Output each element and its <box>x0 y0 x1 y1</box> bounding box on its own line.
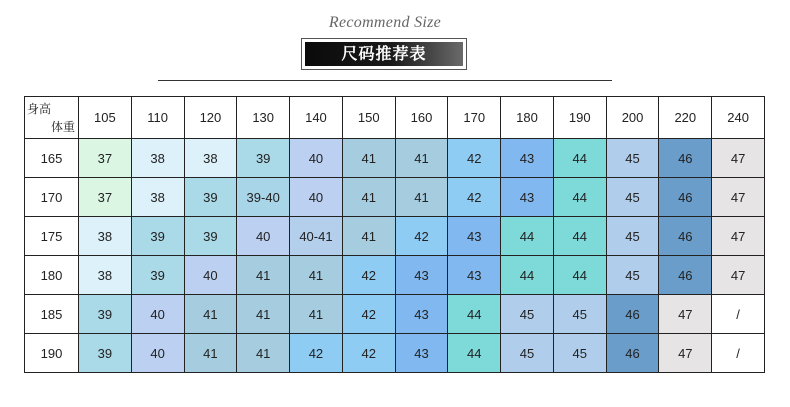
height-column-header: 160 <box>395 97 448 139</box>
size-cell: 47 <box>712 256 765 295</box>
size-cell: 41 <box>184 295 237 334</box>
size-cell: 46 <box>606 334 659 373</box>
height-column-header: 150 <box>342 97 395 139</box>
size-cell: 40 <box>237 217 290 256</box>
recommend-size-subtitle: Recommend Size <box>328 14 442 31</box>
size-cell: 41 <box>290 295 343 334</box>
size-cell: 42 <box>448 178 501 217</box>
size-cell: 39 <box>131 256 184 295</box>
size-cell: 41 <box>290 256 343 295</box>
size-cell: 43 <box>448 256 501 295</box>
size-cell: 39 <box>79 295 132 334</box>
size-cell: 45 <box>606 178 659 217</box>
size-cell: 45 <box>553 295 606 334</box>
size-cell: 41 <box>395 139 448 178</box>
table-row <box>25 295 765 334</box>
size-cell: 43 <box>501 178 554 217</box>
size-cell: 45 <box>501 295 554 334</box>
size-cell: 44 <box>448 334 501 373</box>
size-table-body <box>25 139 765 373</box>
size-cell: 42 <box>342 334 395 373</box>
weight-row-header: 175 <box>25 217 79 256</box>
size-cell: 44 <box>448 295 501 334</box>
size-cell: 40 <box>290 139 343 178</box>
size-cell: 46 <box>659 139 712 178</box>
size-cell: 39 <box>184 178 237 217</box>
table-row <box>25 334 765 373</box>
height-column-header: 200 <box>606 97 659 139</box>
size-cell: 38 <box>79 256 132 295</box>
size-cell: 38 <box>131 178 184 217</box>
size-cell: 45 <box>606 139 659 178</box>
size-cell: 43 <box>395 256 448 295</box>
weight-axis-label: 体重 <box>50 120 75 134</box>
size-cell: 42 <box>448 139 501 178</box>
size-cell: 40 <box>131 334 184 373</box>
height-column-header: 240 <box>712 97 765 139</box>
size-cell: 44 <box>553 256 606 295</box>
size-recommendation-table <box>24 96 765 373</box>
height-column-header: 120 <box>184 97 237 139</box>
size-cell: 47 <box>712 139 765 178</box>
size-cell: 38 <box>184 139 237 178</box>
size-cell: 47 <box>659 334 712 373</box>
size-cell: 47 <box>712 178 765 217</box>
size-cell: 39 <box>79 334 132 373</box>
size-cell: 41 <box>237 295 290 334</box>
size-cell: 41 <box>237 334 290 373</box>
size-cell: 47 <box>659 295 712 334</box>
weight-row-header: 185 <box>25 295 79 334</box>
size-cell: 43 <box>448 217 501 256</box>
size-cell: 43 <box>395 295 448 334</box>
size-cell: 47 <box>712 217 765 256</box>
size-cell: 37 <box>79 139 132 178</box>
height-column-header: 110 <box>131 97 184 139</box>
table-row <box>25 217 765 256</box>
title-banner <box>301 38 467 70</box>
height-column-header: 220 <box>659 97 712 139</box>
size-cell: 42 <box>342 295 395 334</box>
size-cell: 44 <box>501 256 554 295</box>
height-column-header: 170 <box>448 97 501 139</box>
size-cell: 40 <box>131 295 184 334</box>
size-cell: 44 <box>553 178 606 217</box>
table-row <box>25 256 765 295</box>
size-cell: 40 <box>290 178 343 217</box>
size-cell: 46 <box>606 295 659 334</box>
table-row <box>25 178 765 217</box>
size-cell: 38 <box>79 217 132 256</box>
size-cell: 45 <box>606 256 659 295</box>
size-cell: 41 <box>342 178 395 217</box>
size-cell: 39-40 <box>237 178 290 217</box>
size-cell: 37 <box>79 178 132 217</box>
size-cell: 40 <box>184 256 237 295</box>
size-cell: 43 <box>395 334 448 373</box>
size-cell: 46 <box>659 256 712 295</box>
size-cell: 44 <box>501 217 554 256</box>
weight-row-header: 190 <box>25 334 79 373</box>
size-cell: 44 <box>553 217 606 256</box>
weight-row-header: 170 <box>25 178 79 217</box>
weight-row-header: 165 <box>25 139 79 178</box>
size-cell: 41 <box>184 334 237 373</box>
height-header-row <box>25 97 765 139</box>
size-cell: 42 <box>290 334 343 373</box>
size-cell: 41 <box>342 139 395 178</box>
corner-header-cell <box>25 97 79 139</box>
size-cell: 39 <box>184 217 237 256</box>
size-cell: 42 <box>395 217 448 256</box>
height-axis-label: 身高 <box>27 102 52 116</box>
size-cell: 45 <box>501 334 554 373</box>
size-cell: 45 <box>553 334 606 373</box>
size-cell: / <box>712 295 765 334</box>
size-cell: 40-41 <box>290 217 343 256</box>
size-cell: 39 <box>237 139 290 178</box>
size-chart-title: 尺码推荐表 <box>305 42 463 66</box>
height-column-header: 130 <box>237 97 290 139</box>
size-cell: 42 <box>342 256 395 295</box>
size-cell: 46 <box>659 178 712 217</box>
size-cell: 43 <box>501 139 554 178</box>
divider-line <box>158 80 612 81</box>
size-cell: / <box>712 334 765 373</box>
weight-row-header: 180 <box>25 256 79 295</box>
height-column-header: 190 <box>553 97 606 139</box>
table-row <box>25 139 765 178</box>
height-column-header: 140 <box>290 97 343 139</box>
size-cell: 45 <box>606 217 659 256</box>
size-cell: 41 <box>395 178 448 217</box>
height-column-header: 180 <box>501 97 554 139</box>
size-cell: 44 <box>553 139 606 178</box>
size-cell: 41 <box>237 256 290 295</box>
height-column-header: 105 <box>79 97 132 139</box>
size-cell: 39 <box>131 217 184 256</box>
size-cell: 41 <box>342 217 395 256</box>
size-cell: 46 <box>659 217 712 256</box>
size-cell: 38 <box>131 139 184 178</box>
